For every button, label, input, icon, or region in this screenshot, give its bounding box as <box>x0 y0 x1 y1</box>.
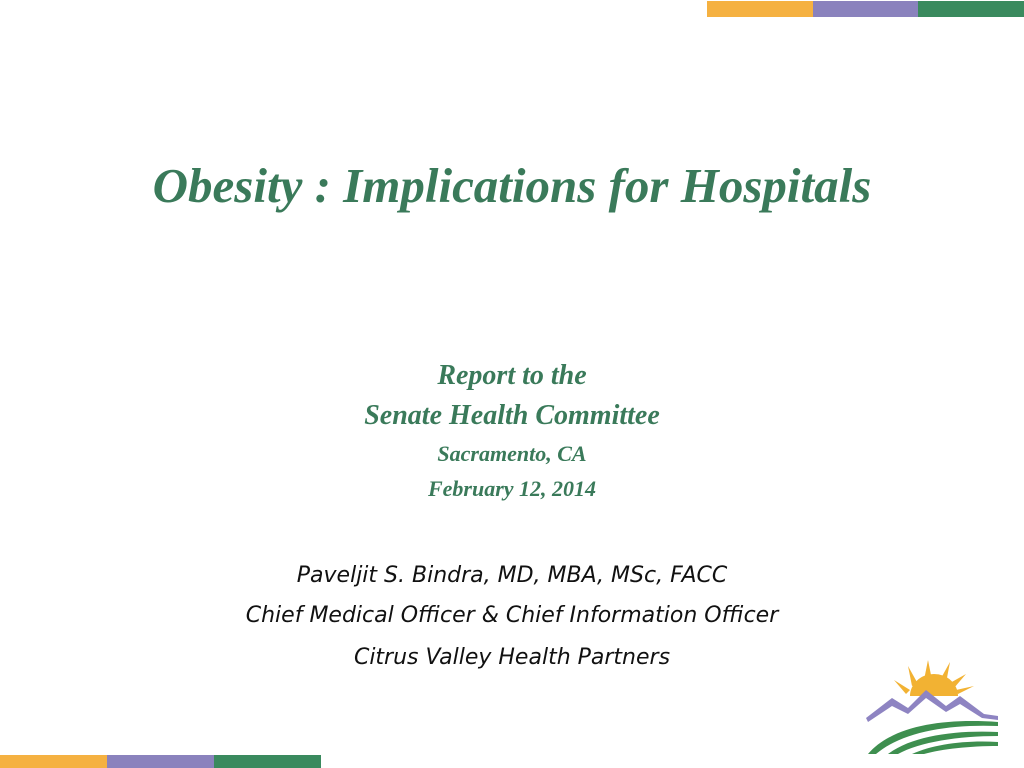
presenter-name: Paveljit S. Bindra, MD, MBA, MSc, FACC <box>296 563 728 588</box>
accent-orange <box>707 1 813 17</box>
location: Sacramento, CA <box>437 441 587 466</box>
report-line-1: Report to the <box>437 360 587 391</box>
presenter-organization: Citrus Valley Health Partners <box>353 645 671 670</box>
accent-purple <box>107 755 214 768</box>
bottom-accent-bar <box>0 755 321 768</box>
report-line-2: Senate Health Committee <box>364 400 660 431</box>
accent-green <box>214 755 321 768</box>
top-accent-bar <box>707 1 1024 17</box>
slide-title: Obesity : Implications for Hospitals <box>152 158 872 213</box>
presenter-role: Chief Medical Officer & Chief Information Officer <box>245 603 779 628</box>
sun-icon <box>910 674 958 696</box>
sun-mountains-fields-logo-icon <box>862 656 1002 756</box>
date: February 12, 2014 <box>427 476 597 501</box>
accent-green <box>918 1 1024 17</box>
accent-orange <box>0 755 107 768</box>
accent-purple <box>813 1 919 17</box>
